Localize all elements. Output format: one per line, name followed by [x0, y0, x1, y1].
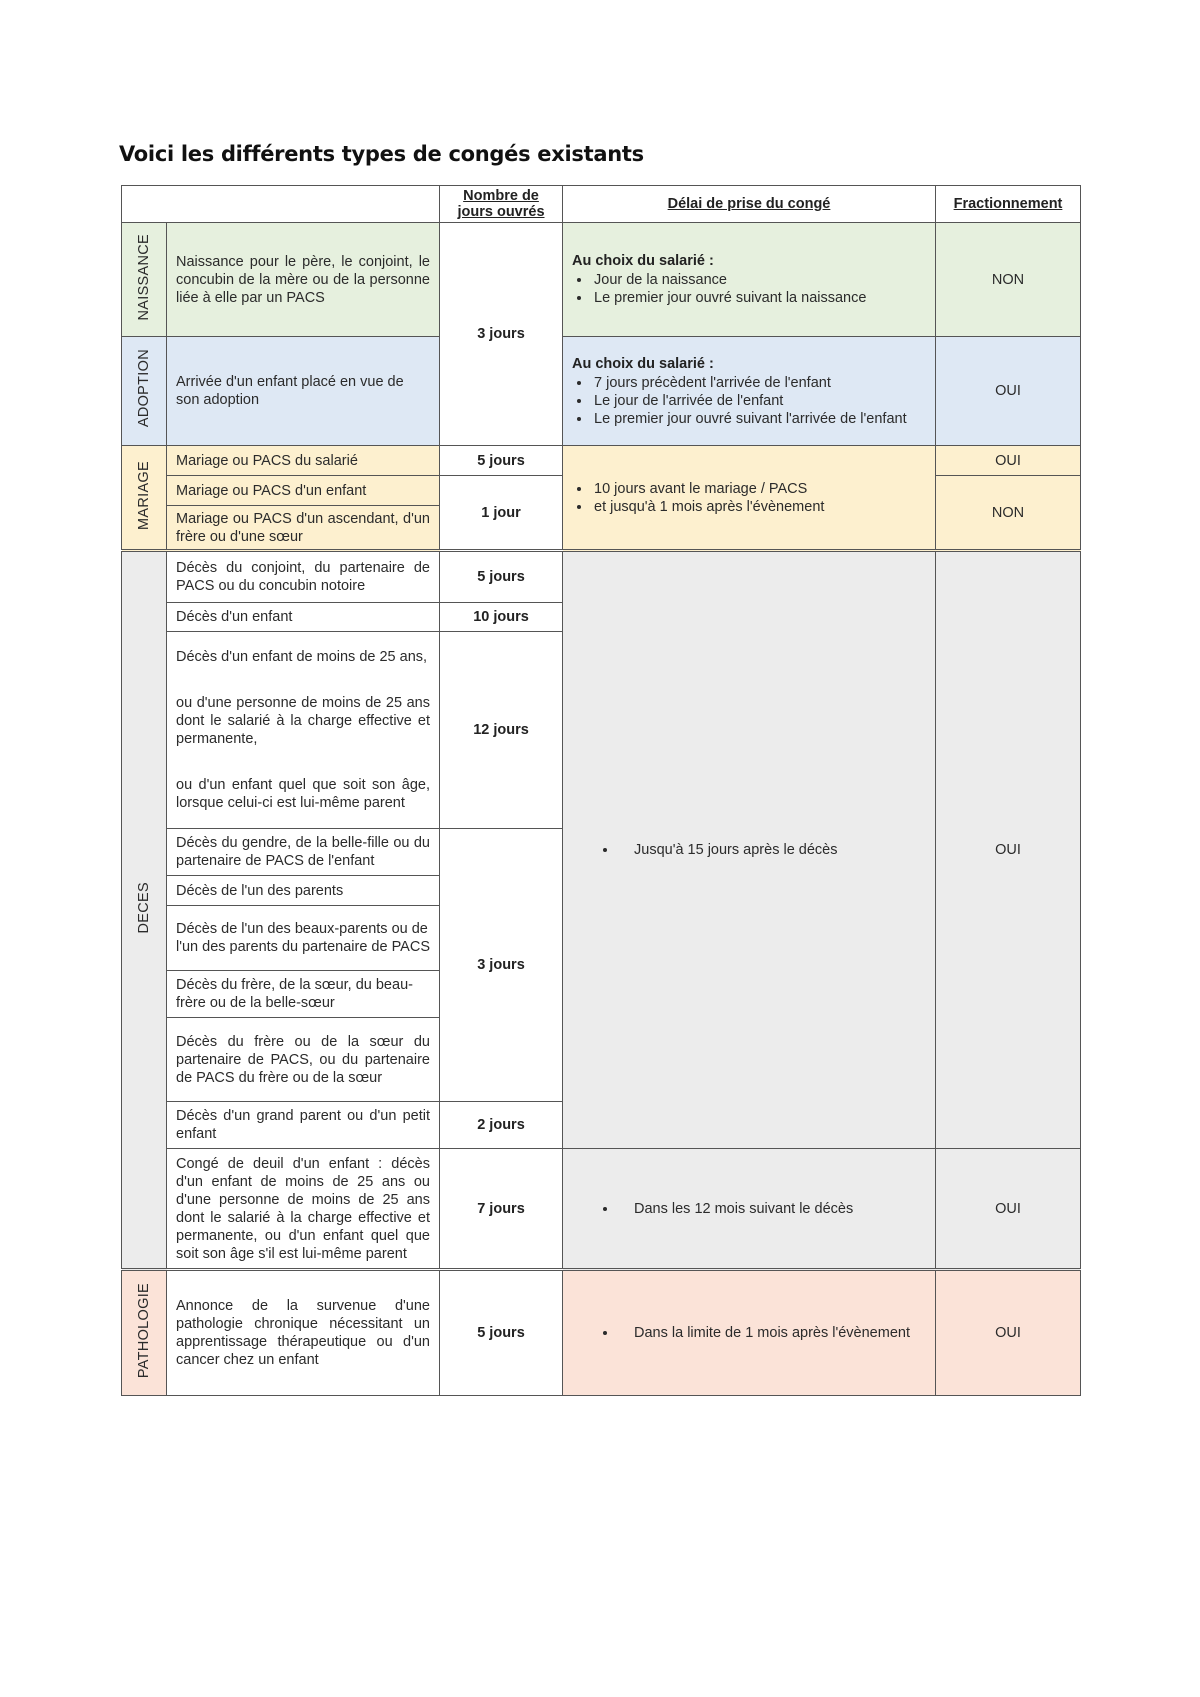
- list-item: • Le premier jour ouvré suivant l'arrivée de l'enfant: [592, 410, 926, 428]
- list-item: • et jusqu'à 1 mois après l'évènement: [592, 498, 926, 516]
- adoption-desc: Arrivée d'un enfant placé en vue de son adoption: [167, 337, 440, 446]
- table-row: [122, 1270, 1081, 1396]
- naissance-frac: NON: [936, 223, 1081, 337]
- deces-days-enfant-25: 12 jours: [440, 632, 563, 829]
- deces-days-conjoint: 5 jours: [440, 551, 563, 603]
- table-header-row: [122, 186, 1081, 223]
- list-item: • Jour de la naissance: [592, 271, 926, 289]
- pathologie-delai: [563, 1270, 936, 1396]
- list-item: • Dans les 12 mois suivant le décès: [618, 1200, 926, 1218]
- deces-frac-deuil: OUI: [936, 1149, 1081, 1270]
- deces-desc-beaux-parents: Décès de l'un des beaux-parents ou de l'un des parents du partenaire de PACS: [167, 906, 440, 971]
- category-adoption: ADOPTION: [122, 337, 167, 446]
- table-row: [122, 446, 1081, 476]
- deces-days-grand-parent: 2 jours: [440, 1102, 563, 1149]
- deces-desc-part: ou d'une personne de moins de 25 ans dont le salarié à la charge effective et permanente,: [176, 695, 430, 747]
- header-delai: Délai de prise du congé: [563, 186, 936, 223]
- mariage-desc-salarie: Mariage ou PACS du salarié: [167, 446, 440, 476]
- mariage-frac-enfant: NON: [936, 476, 1081, 551]
- mariage-desc-enfant: Mariage ou PACS d'un enfant: [167, 476, 440, 506]
- naissance-adoption-days: 3 jours: [440, 223, 563, 446]
- adoption-frac: OUI: [936, 337, 1081, 446]
- naissance-delai-head: Au choix du salarié :: [572, 253, 714, 269]
- header-blank-cell: [122, 186, 440, 223]
- mariage-desc-ascendant: Mariage ou PACS d'un ascendant, d'un frère ou d'une sœur: [167, 506, 440, 551]
- naissance-delai: [563, 223, 936, 337]
- list-item: • Jusqu'à 15 jours après le décès: [618, 841, 926, 859]
- pathologie-desc: Annonce de la survenue d'une pathologie chronique nécessitant un apprentissage thérapeutique ou d'un cancer chez un enfant: [167, 1270, 440, 1396]
- list-item: • Le premier jour ouvré suivant la naissance: [592, 289, 926, 307]
- deces-delai-deuil: [563, 1149, 936, 1270]
- deces-days-deuil: 7 jours: [440, 1149, 563, 1270]
- adoption-delai-head: Au choix du salarié :: [572, 355, 714, 372]
- table-row: [122, 551, 1081, 603]
- mariage-days-salarie: 5 jours: [440, 446, 563, 476]
- list-item: • Dans la limite de 1 mois après l'évènement: [618, 1324, 926, 1342]
- category-mariage: MARIAGE: [122, 446, 167, 551]
- category-pathologie: PATHOLOGIE: [122, 1270, 167, 1396]
- header-frac: Fractionnement: [936, 186, 1081, 223]
- deces-days-3: 3 jours: [440, 829, 563, 1102]
- conges-table: [121, 185, 1081, 1396]
- deces-desc-parents: Décès de l'un des parents: [167, 876, 440, 906]
- pathologie-days: 5 jours: [440, 1270, 563, 1396]
- table-row: [122, 1149, 1081, 1270]
- pathologie-frac: OUI: [936, 1270, 1081, 1396]
- deces-desc-grand-parent: Décès d'un grand parent ou d'un petit enfant: [167, 1102, 440, 1149]
- deces-delai: [563, 551, 936, 1149]
- category-naissance: NAISSANCE: [122, 223, 167, 337]
- deces-days-enfant: 10 jours: [440, 603, 563, 632]
- naissance-desc: Naissance pour le père, le conjoint, le concubin de la mère ou de la personne liée à elle par un PACS: [167, 223, 440, 337]
- deces-desc-enfant-25: [167, 632, 440, 829]
- deces-desc-deuil: Congé de deuil d'un enfant : décès d'un enfant de moins de 25 ans ou d'une personne de moins de 25 ans dont le salarié à la charge effective et permanente, ou d'un enfant quel que soit son âge s'il est lui-même parent: [167, 1149, 440, 1270]
- deces-desc-part: ou d'un enfant quel que soit son âge, lorsque celui-ci est lui-même parent: [176, 777, 430, 811]
- deces-frac: OUI: [936, 551, 1081, 1149]
- page-title: Voici les différents types de congés existants: [119, 142, 644, 166]
- adoption-delai: [563, 337, 936, 446]
- deces-desc-frere-pacs: Décès du frère ou de la sœur du partenaire de PACS, ou du partenaire de PACS du frère ou de la sœur: [167, 1018, 440, 1102]
- table-row: [122, 337, 1081, 446]
- mariage-days-enfant: 1 jour: [440, 476, 563, 551]
- deces-desc-frere: Décès du frère, de la sœur, du beau-frère ou de la belle-sœur: [167, 971, 440, 1018]
- header-days: Nombre de jours ouvrés: [440, 186, 563, 223]
- table-row: [122, 223, 1081, 337]
- list-item: • 7 jours précèdent l'arrivée de l'enfant: [592, 374, 926, 392]
- deces-desc-enfant: Décès d'un enfant: [167, 603, 440, 632]
- mariage-delai: [563, 446, 936, 551]
- deces-desc-part: Décès d'un enfant de moins de 25 ans,: [176, 649, 428, 665]
- deces-desc-gendre: Décès du gendre, de la belle-fille ou du partenaire de PACS de l'enfant: [167, 829, 440, 876]
- list-item: • Le jour de l'arrivée de l'enfant: [592, 392, 926, 410]
- category-deces: DECES: [122, 551, 167, 1270]
- deces-desc-conjoint: Décès du conjoint, du partenaire de PACS ou du concubin notoire: [167, 551, 440, 603]
- list-item: • 10 jours avant le mariage / PACS: [592, 480, 926, 498]
- mariage-frac-salarie: OUI: [936, 446, 1081, 476]
